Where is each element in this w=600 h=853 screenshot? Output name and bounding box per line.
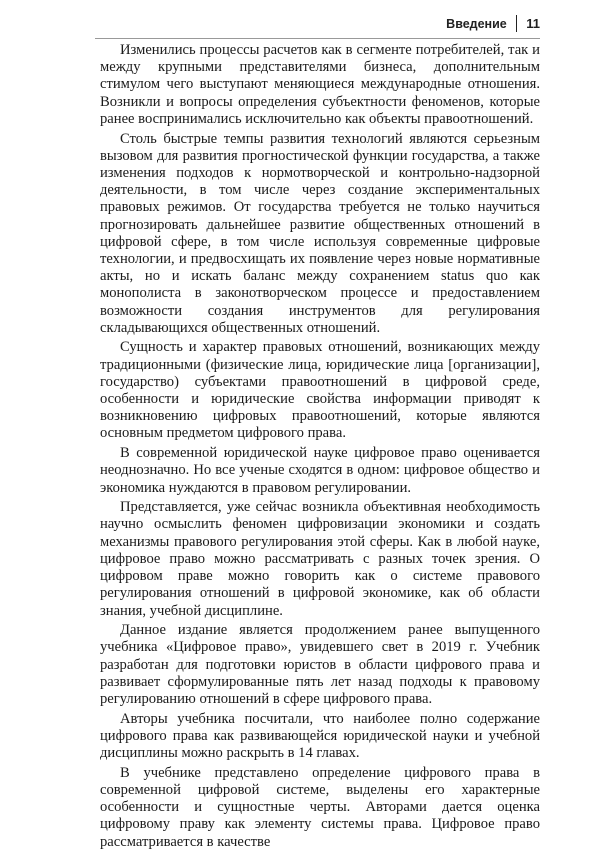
paragraph: Изменились процессы расчетов как в сегменте потребителей, так и между крупными представителями бизнеса, дополнительным стимулом чего выступают меняющиеся международные отношения. Возникли и вопросы определения субъектности феноменов, которые ранее воспринимались исключительно как объекты правоотношений. xyxy=(100,42,540,127)
page-number: 11 xyxy=(526,16,540,31)
header-rule xyxy=(95,38,540,39)
paragraph: В современной юридической науке цифровое право оценивается неоднозначно. Но все ученые сходятся в одном: цифровое общество и экономика нуждаются в правовом регулировании. xyxy=(100,445,540,496)
paragraph: Сущность и характер правовых отношений, возникающих между традиционными (физические лица, юридические лица [организации], государство) субъектами правоотношений в цифровой среде, особенности и юридические свойства информации приводят к возникновению цифровых правоотношений, которые являются основным предметом цифрового права. xyxy=(100,339,540,442)
paragraph: Столь быстрые темпы развития технологий являются серьезным вызовом для развития прогностической функции государства, а также изменения подходов к нормотворческой и контрольно-надзорной деятельности, в том числе через создание экспериментальных правовых режимов. От государства требуется не только научиться прогнозировать дальнейшее развитие общественных отношений в цифровой сфере, в том числе используя современные цифровые технологии, и предвосхищать их появление через новые нормативные акты, но и искать баланс между сохранением status quo как монополиста в законотворческом процессе и предоставлением возможности создания инструментов для регулирования складывающихся общественных отношений. xyxy=(100,130,540,336)
paragraph: Данное издание является продолжением ранее выпущенного учебника «Цифровое право», увидевшего свет в 2019 г. Учебник разработан для подготовки юристов в области цифрового права и развивает сформулированные пять лет назад подходы к правовому регулированию отношений в сфере цифрового права. xyxy=(100,622,540,708)
paragraph: Авторы учебника посчитали, что наиболее полно содержание цифрового права как развивающейся юридической науки и учебной дисциплины можно раскрыть в 14 главах. xyxy=(100,710,540,762)
header-divider xyxy=(516,15,518,32)
paragraph: Представляется, уже сейчас возникла объективная необходимость научно осмыслить феномен цифровизации экономики и создать механизмы правового регулирования этой сферы. Как в любой науке, цифровое право можно рассматривать с разных точек зрения. О цифровом праве можно говорить как о системе правового регулирования отношений в цифровой экономике, как об области знания, учебной дисциплине. xyxy=(100,499,540,619)
paragraph: В учебнике представлено определение цифрового права в современной цифровой системе, выделены его характерные особенности и сущностные черты. Авторами дается оценка цифровому праву как элементу системы права. Цифровое право рассматривается в качестве xyxy=(100,764,540,850)
body-text xyxy=(100,42,540,853)
running-header xyxy=(446,15,540,32)
section-title: Введение xyxy=(446,16,507,31)
